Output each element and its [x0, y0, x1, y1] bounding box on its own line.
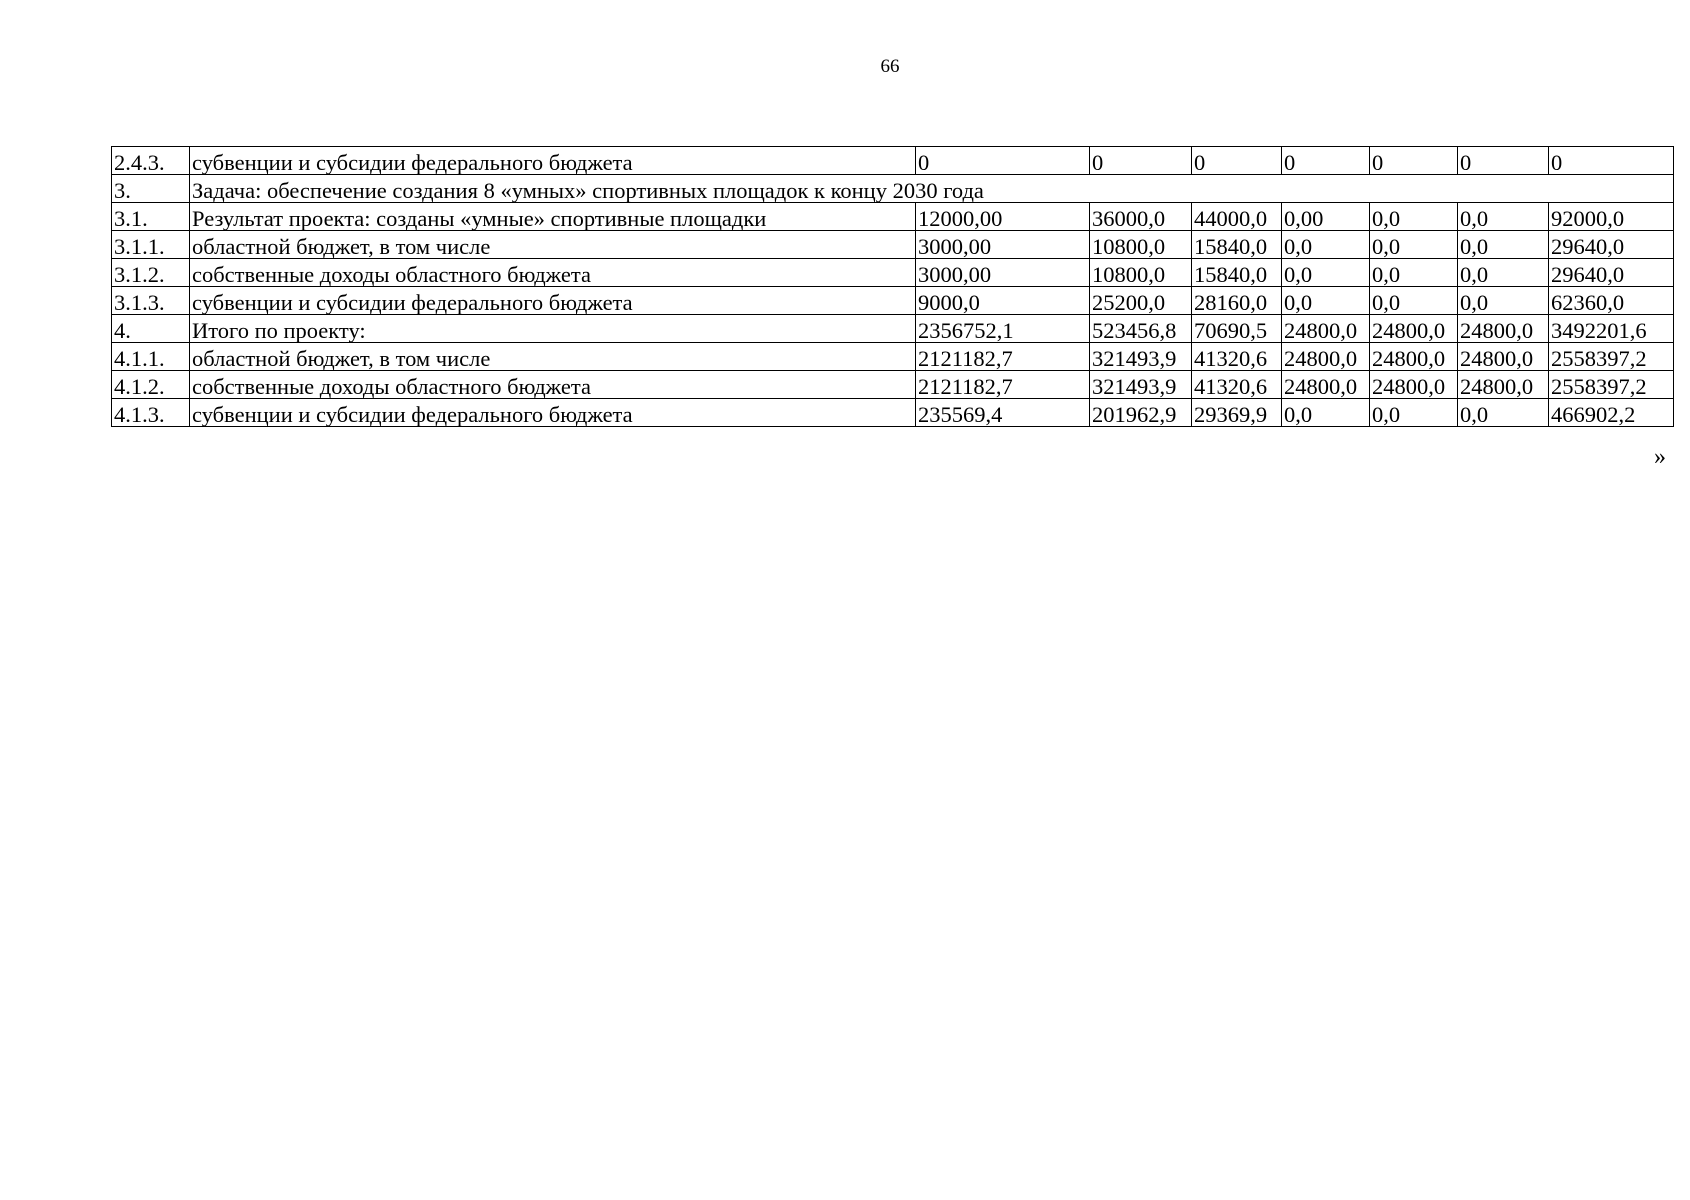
value-cell: 523456,8: [1090, 315, 1192, 343]
row-number: 3.: [112, 175, 190, 203]
row-number: 4.1.2.: [112, 371, 190, 399]
value-cell: 0,0: [1458, 399, 1549, 427]
value-cell: 2558397,2: [1549, 371, 1674, 399]
row-number: 3.1.2.: [112, 259, 190, 287]
row-number: 3.1.1.: [112, 231, 190, 259]
value-cell: 0,0: [1458, 287, 1549, 315]
value-cell: 44000,0: [1192, 203, 1282, 231]
value-cell: 24800,0: [1458, 371, 1549, 399]
value-cell: 24800,0: [1282, 315, 1370, 343]
value-cell: 3000,00: [916, 231, 1090, 259]
value-cell: 0: [1458, 147, 1549, 175]
row-name: Результат проекта: созданы «умные» спортивные площадки: [190, 203, 916, 231]
value-cell: 0: [1370, 147, 1458, 175]
value-cell: 10800,0: [1090, 231, 1192, 259]
value-cell: 2121182,7: [916, 343, 1090, 371]
value-cell: 3000,00: [916, 259, 1090, 287]
table-row: [112, 231, 1674, 259]
row-name: областной бюджет, в том числе: [190, 231, 916, 259]
table-row: [112, 315, 1674, 343]
value-cell: 70690,5: [1192, 315, 1282, 343]
value-cell: 0,0: [1458, 259, 1549, 287]
value-cell: 0: [1090, 147, 1192, 175]
row-name: субвенции и субсидии федерального бюджета: [190, 287, 916, 315]
row-number: 4.1.1.: [112, 343, 190, 371]
value-cell: 321493,9: [1090, 371, 1192, 399]
value-cell: 10800,0: [1090, 259, 1192, 287]
value-cell: 24800,0: [1282, 343, 1370, 371]
value-cell: 41320,6: [1192, 371, 1282, 399]
value-cell: 0,0: [1282, 399, 1370, 427]
value-cell: 28160,0: [1192, 287, 1282, 315]
value-cell: 12000,00: [916, 203, 1090, 231]
value-cell: 41320,6: [1192, 343, 1282, 371]
table-row: [112, 371, 1674, 399]
value-cell: 2558397,2: [1549, 343, 1674, 371]
table-row: [112, 175, 1674, 203]
row-number: 4.: [112, 315, 190, 343]
value-cell: 29369,9: [1192, 399, 1282, 427]
row-number: 3.1.3.: [112, 287, 190, 315]
value-cell: 235569,4: [916, 399, 1090, 427]
value-cell: 0,0: [1458, 203, 1549, 231]
value-cell: 29640,0: [1549, 231, 1674, 259]
value-cell: 0,0: [1282, 259, 1370, 287]
row-number: 4.1.3.: [112, 399, 190, 427]
row-name: собственные доходы областного бюджета: [190, 259, 916, 287]
table-row: [112, 343, 1674, 371]
table-row: [112, 147, 1674, 175]
value-cell: 62360,0: [1549, 287, 1674, 315]
value-cell: 0: [1549, 147, 1674, 175]
table-row: [112, 399, 1674, 427]
value-cell: 0,00: [1282, 203, 1370, 231]
value-cell: 0,0: [1370, 287, 1458, 315]
value-cell: 0,0: [1370, 259, 1458, 287]
value-cell: 321493,9: [1090, 343, 1192, 371]
value-cell: 24800,0: [1370, 343, 1458, 371]
value-cell: 25200,0: [1090, 287, 1192, 315]
row-name: субвенции и субсидии федерального бюджета: [190, 399, 916, 427]
value-cell: 0,0: [1282, 287, 1370, 315]
value-cell: 92000,0: [1549, 203, 1674, 231]
table-row: [112, 259, 1674, 287]
closing-quote-mark: »: [1654, 444, 1666, 470]
table-row: [112, 203, 1674, 231]
value-cell: 0,0: [1370, 231, 1458, 259]
value-cell: 36000,0: [1090, 203, 1192, 231]
value-cell: 24800,0: [1458, 343, 1549, 371]
value-cell: 201962,9: [1090, 399, 1192, 427]
value-cell: 2121182,7: [916, 371, 1090, 399]
row-number: 3.1.: [112, 203, 190, 231]
value-cell: 24800,0: [1370, 315, 1458, 343]
value-cell: 24800,0: [1458, 315, 1549, 343]
value-cell: 466902,2: [1549, 399, 1674, 427]
task-heading: Задача: обеспечение создания 8 «умных» спортивных площадок к концу 2030 года: [190, 175, 1674, 203]
value-cell: 0,0: [1370, 399, 1458, 427]
value-cell: 0: [916, 147, 1090, 175]
value-cell: 24800,0: [1370, 371, 1458, 399]
table-row: [112, 287, 1674, 315]
value-cell: 24800,0: [1282, 371, 1370, 399]
value-cell: 3492201,6: [1549, 315, 1674, 343]
value-cell: 9000,0: [916, 287, 1090, 315]
value-cell: 0,0: [1370, 203, 1458, 231]
value-cell: 0,0: [1282, 231, 1370, 259]
value-cell: 2356752,1: [916, 315, 1090, 343]
value-cell: 0: [1192, 147, 1282, 175]
value-cell: 0,0: [1458, 231, 1549, 259]
row-name: субвенции и субсидии федерального бюджета: [190, 147, 916, 175]
row-number: 2.4.3.: [112, 147, 190, 175]
value-cell: 0: [1282, 147, 1370, 175]
row-name: собственные доходы областного бюджета: [190, 371, 916, 399]
row-name: областной бюджет, в том числе: [190, 343, 916, 371]
value-cell: 29640,0: [1549, 259, 1674, 287]
page-number: 66: [880, 56, 900, 77]
budget-table: [111, 146, 1674, 427]
value-cell: 15840,0: [1192, 231, 1282, 259]
value-cell: 15840,0: [1192, 259, 1282, 287]
row-name: Итого по проекту:: [190, 315, 916, 343]
